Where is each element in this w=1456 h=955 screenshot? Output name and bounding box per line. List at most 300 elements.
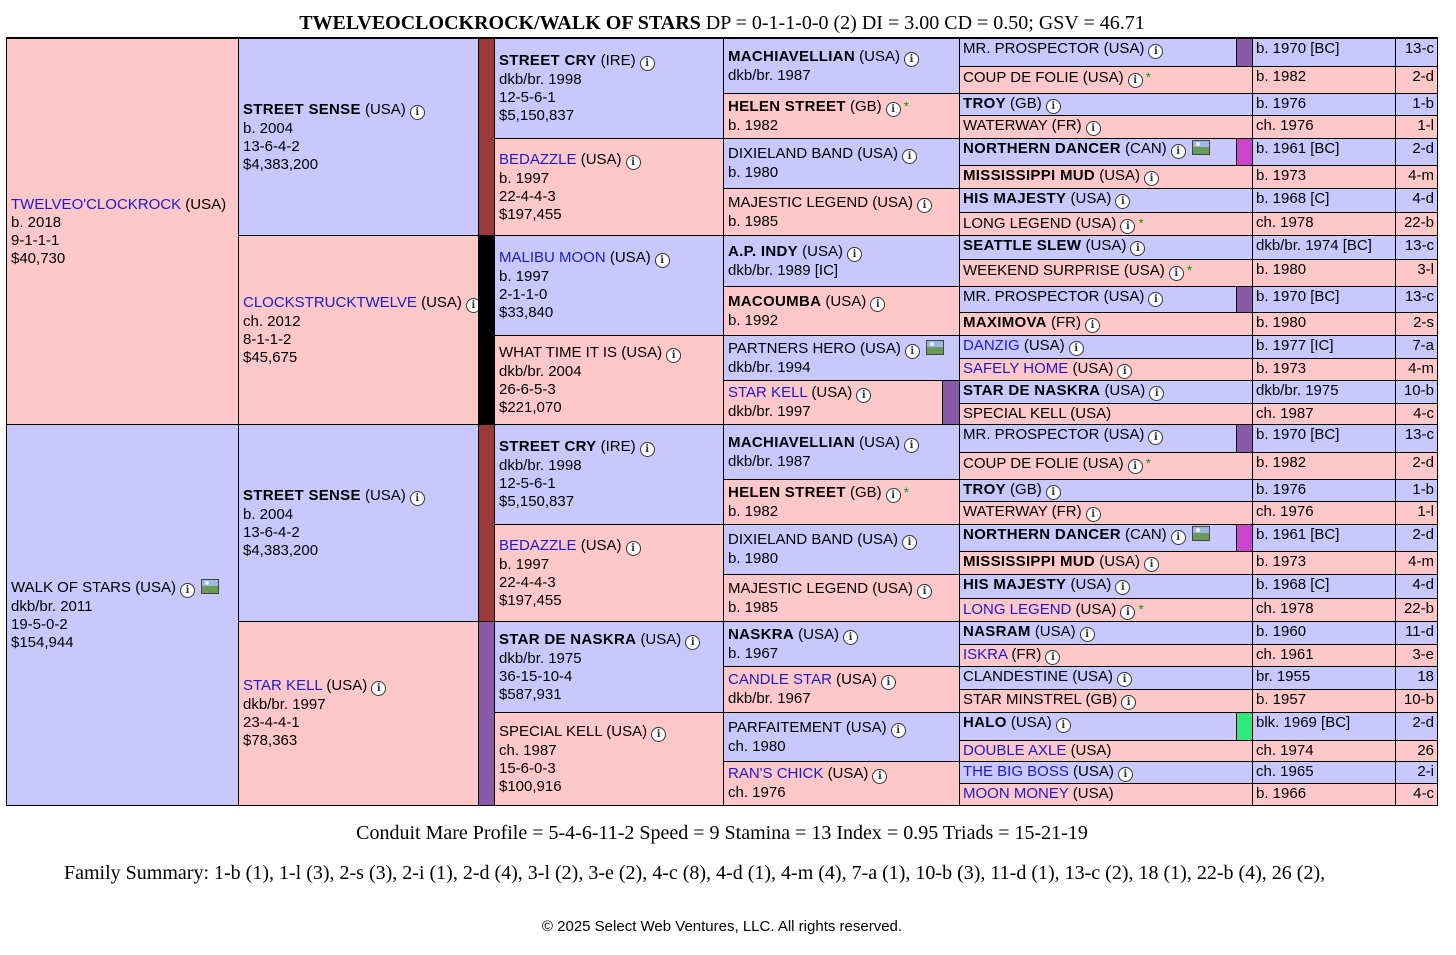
horse-name-link[interactable]: SPECIAL KELL: [963, 405, 1067, 422]
horse-name-link[interactable]: WALK OF STARS: [11, 578, 132, 596]
family-number: 26: [1395, 740, 1438, 762]
horse-name-line: [963, 213, 1252, 234]
country-code: (USA): [621, 343, 663, 361]
g5-cell: [959, 38, 1253, 67]
horse-name-link[interactable]: STREET CRY: [499, 438, 597, 455]
horse-name-line: [963, 404, 1252, 424]
info-icon[interactable]: i: [856, 388, 871, 403]
horse-line2: dkb/br. 1998: [499, 71, 582, 88]
info-icon[interactable]: i: [905, 344, 920, 359]
horse-name-line: [728, 580, 959, 599]
horse-name-link[interactable]: MR. PROSPECTOR: [963, 426, 1100, 443]
info-icon[interactable]: i: [1117, 672, 1132, 687]
g3-cell: [494, 424, 724, 525]
horse-name-link[interactable]: DOUBLE AXLE: [963, 742, 1067, 759]
horse-name-link[interactable]: MALIBU MOON: [499, 249, 606, 266]
horse-name-link[interactable]: BEDAZZLE: [499, 150, 577, 168]
star-icon: *: [1145, 455, 1152, 471]
info-icon[interactable]: i: [1085, 318, 1100, 333]
dosage-bar: [1236, 424, 1253, 453]
horse-name-link[interactable]: STREET CRY: [499, 52, 597, 69]
country-code: (FR): [1051, 117, 1082, 134]
horse-name-link[interactable]: NASRAM: [963, 623, 1031, 640]
horse-name-link[interactable]: STAR MINSTREL: [963, 691, 1082, 708]
foaling-year: b. 1977 [IC]: [1252, 335, 1396, 359]
country-code: (USA): [1075, 601, 1117, 618]
dosage-bar: [478, 38, 495, 236]
g5-cell: [959, 621, 1253, 645]
info-icon[interactable]: i: [651, 727, 666, 742]
horse-name-link[interactable]: HELEN STREET: [728, 484, 846, 501]
info-icon[interactable]: i: [1086, 507, 1101, 522]
info-icon[interactable]: i: [1149, 386, 1164, 401]
horse-name-link[interactable]: NASKRA: [728, 625, 794, 643]
info-icon[interactable]: i: [410, 105, 425, 120]
g3-cell: [494, 335, 724, 425]
horse-line3: 22-4-4-3: [499, 187, 556, 205]
dosage-bar: [478, 424, 495, 622]
info-icon[interactable]: i: [1120, 605, 1135, 620]
g4-cell: [723, 188, 960, 236]
horse-line4: $154,944: [11, 633, 74, 651]
horse-line2: dkb/br. 1987: [728, 66, 811, 84]
foaling-year: ch. 1976: [1252, 501, 1396, 525]
horse-name-line: [963, 667, 1252, 687]
horse-name-link[interactable]: WATERWAY: [963, 117, 1048, 134]
horse-line2: b. 1980: [728, 550, 779, 567]
info-icon[interactable]: i: [1118, 767, 1133, 782]
horse-name-link[interactable]: TROY: [963, 481, 1006, 498]
foaling-year: b. 1960: [1252, 621, 1396, 645]
horse-name-link[interactable]: SAFELY HOME: [963, 360, 1069, 377]
photo-icon[interactable]: [201, 579, 219, 594]
info-icon[interactable]: i: [1046, 485, 1061, 500]
info-icon[interactable]: i: [904, 52, 919, 67]
foaling-year: b. 1976: [1252, 479, 1396, 502]
horse-name-link[interactable]: MISSISSIPPI MUD: [963, 167, 1096, 184]
horse-line2: ch. 1987: [499, 741, 557, 759]
g4-cell: [723, 380, 960, 425]
horse-name-line: [963, 359, 1252, 379]
foaling-year: ch. 1978: [1252, 212, 1396, 236]
horse-line2: b. 1997: [499, 169, 550, 187]
pedigree-title: TWELVEOCLOCKROCK/WALK OF STARS: [299, 12, 701, 34]
g3-cell: [494, 712, 724, 806]
horse-line2: dkb/br. 2011: [11, 597, 93, 615]
horse-line3: 23-4-4-1: [243, 714, 300, 731]
info-icon[interactable]: i: [1086, 121, 1101, 136]
country-code: (USA): [1075, 215, 1117, 232]
horse-name-line: [963, 741, 1252, 761]
country-code: (USA): [825, 292, 867, 310]
info-icon[interactable]: i: [1046, 99, 1061, 114]
dosage-bar: [1236, 38, 1253, 67]
info-icon[interactable]: i: [917, 584, 932, 599]
info-icon[interactable]: i: [881, 675, 896, 690]
info-icon[interactable]: i: [1148, 430, 1163, 445]
info-icon[interactable]: i: [872, 769, 887, 784]
g4-cell: [723, 424, 960, 480]
horse-name-link[interactable]: MACHIAVELLIAN: [728, 433, 855, 451]
foaling-year: ch. 1965: [1252, 761, 1396, 784]
horse-name-link[interactable]: NORTHERN DANCER: [963, 140, 1121, 157]
horse-line3: 8-1-1-2: [243, 330, 292, 348]
country-code: (USA): [1104, 382, 1146, 399]
info-icon[interactable]: i: [1148, 44, 1163, 59]
horse-name-link[interactable]: STAR DE NASKRA: [499, 630, 637, 648]
g5-cell: [959, 188, 1253, 213]
dosage-bar: [1236, 524, 1253, 552]
horse-name-link[interactable]: CLANDESTINE: [963, 668, 1069, 685]
horse-name-line: [243, 677, 478, 696]
family-number: 10-b: [1395, 380, 1438, 404]
copyright: © 2025 Select Web Ventures, LLC. All rights reserved.: [541, 918, 903, 935]
horse-line2: b. 2004: [243, 119, 294, 137]
horse-name-link[interactable]: SEATTLE SLEW: [963, 237, 1082, 254]
horse-line4: $40,730: [11, 249, 66, 267]
horse-name-link[interactable]: TROY: [963, 95, 1006, 112]
horse-line2: b. 1980: [728, 164, 779, 181]
info-icon[interactable]: i: [1148, 292, 1163, 307]
foaling-year: dkb/br. 1975: [1252, 380, 1396, 404]
horse-line4: $197,455: [499, 205, 562, 223]
country-code: (USA): [640, 630, 682, 648]
family-number: 13-c: [1395, 424, 1438, 453]
country-code: (GB): [849, 484, 882, 501]
horse-line4: $33,840: [499, 304, 554, 321]
horse-name-link[interactable]: STREET SENSE: [243, 486, 361, 504]
g5-cell: [959, 259, 1253, 287]
horse-line4: $100,916: [499, 777, 562, 795]
horse-name-line: [963, 336, 1252, 356]
family-number: 11-d: [1395, 621, 1438, 645]
g5-cell: [959, 212, 1253, 236]
info-icon[interactable]: i: [1128, 73, 1143, 88]
info-icon[interactable]: i: [1169, 266, 1184, 281]
info-icon[interactable]: i: [666, 348, 681, 363]
foaling-year: b. 1961 [BC]: [1252, 138, 1396, 166]
foaling-year: ch. 1978: [1252, 598, 1396, 622]
family-number: 4-m: [1395, 551, 1438, 575]
horse-name-line: [963, 381, 1252, 401]
info-icon[interactable]: i: [640, 442, 655, 457]
horse-name-link[interactable]: MISSISSIPPI MUD: [963, 553, 1096, 570]
horse-name-line: [728, 97, 959, 117]
g5-cell: [959, 783, 1253, 806]
info-icon[interactable]: i: [1144, 171, 1159, 186]
horse-line2: dkb/br. 1975: [499, 649, 582, 667]
horse-line2: dkb/br. 1998: [499, 457, 582, 474]
horse-name-link[interactable]: TWELVEO'CLOCKROCK: [11, 195, 182, 213]
foaling-year: b. 1973: [1252, 165, 1396, 189]
horse-line2: b. 1985: [728, 212, 779, 230]
g4-cell: [723, 235, 960, 287]
horse-name-line: [499, 631, 723, 650]
info-icon[interactable]: i: [640, 56, 655, 71]
family-number: 4-m: [1395, 165, 1438, 189]
family-number: 7-a: [1395, 335, 1438, 359]
horse-line4: $4,383,200: [243, 541, 319, 559]
g5-cell: [959, 286, 1253, 313]
photo-icon[interactable]: [1192, 526, 1210, 541]
info-icon[interactable]: i: [180, 583, 195, 598]
conduit-mare-profile: Conduit Mare Profile = 5-4-6-11-2 Speed = 9 Stamina = 13 Index = 0.95 Triads = 15-21-19: [356, 822, 1088, 844]
country-code: (FR): [1011, 646, 1042, 663]
country-code: (IRE): [600, 438, 636, 455]
foaling-year: b. 1976: [1252, 93, 1396, 116]
info-icon[interactable]: i: [1117, 364, 1132, 379]
horse-name-link[interactable]: THE BIG BOSS: [963, 763, 1069, 780]
family-number: 2-d: [1395, 66, 1438, 94]
horse-line2: b. 1985: [728, 598, 779, 616]
foaling-year: ch. 1987: [1252, 403, 1396, 425]
horse-name-link[interactable]: HIS MAJESTY: [963, 190, 1067, 207]
foaling-year: ch. 1974: [1252, 740, 1396, 762]
country-code: (USA): [364, 486, 406, 504]
info-icon[interactable]: i: [917, 198, 932, 213]
family-number: 2-d: [1395, 138, 1438, 166]
country-code: (USA): [1082, 455, 1124, 472]
g5-cell: [959, 380, 1253, 404]
info-icon[interactable]: i: [1115, 194, 1130, 209]
horse-name-link[interactable]: LONG LEGEND: [963, 601, 1072, 618]
g5-cell: [959, 551, 1253, 575]
horse-name-line: [963, 116, 1252, 136]
info-icon[interactable]: i: [1069, 341, 1084, 356]
g5-cell: [959, 403, 1253, 425]
horse-name-link[interactable]: MAJESTIC LEGEND: [728, 579, 869, 597]
horse-name-link[interactable]: MR. PROSPECTOR: [963, 288, 1100, 305]
info-icon[interactable]: i: [1171, 144, 1186, 159]
country-code: (CAN): [1125, 526, 1167, 543]
info-icon[interactable]: i: [902, 535, 917, 550]
horse-line3: 12-5-6-1: [499, 475, 556, 492]
country-code: (USA): [1099, 553, 1141, 570]
country-code: (USA): [1072, 360, 1114, 377]
info-icon[interactable]: i: [1128, 459, 1143, 474]
family-number: 1-b: [1395, 479, 1438, 502]
info-icon[interactable]: i: [371, 681, 386, 696]
horse-line2: b. 1982: [728, 503, 779, 520]
horse-name-line: [963, 480, 1252, 500]
horse-name-line: [963, 236, 1252, 256]
horse-name-link[interactable]: STAR KELL: [243, 677, 323, 694]
horse-name-line: [728, 384, 959, 403]
country-code: (USA): [811, 384, 853, 401]
horse-name-link[interactable]: A.P. INDY: [728, 242, 798, 260]
horse-name-link[interactable]: WHAT TIME IT IS: [499, 343, 618, 361]
country-code: (FR): [1050, 314, 1081, 331]
info-icon[interactable]: i: [1115, 580, 1130, 595]
photo-icon[interactable]: [926, 340, 944, 355]
info-icon[interactable]: i: [410, 491, 425, 506]
g2-cell: [238, 621, 479, 806]
horse-name-link[interactable]: HALO: [963, 714, 1007, 731]
horse-name-link[interactable]: DIXIELAND BAND: [728, 145, 854, 162]
g4-cell: [723, 38, 960, 94]
g5-cell: [959, 501, 1253, 525]
horse-name-line: [728, 483, 959, 503]
horse-name-link[interactable]: MACHIAVELLIAN: [728, 47, 855, 65]
horse-name-link[interactable]: WEEKEND SURPRISE: [963, 262, 1120, 279]
horse-name-link[interactable]: STAR DE NASKRA: [963, 382, 1101, 399]
horse-line2: b. 2018: [11, 213, 62, 231]
horse-name-line: [963, 313, 1252, 333]
horse-line2: dkb/br. 1997: [728, 403, 811, 420]
horse-name-link[interactable]: BEDAZZLE: [499, 536, 577, 554]
horse-name-link[interactable]: STREET SENSE: [243, 100, 361, 118]
info-icon[interactable]: i: [1130, 241, 1145, 256]
horse-line2: ch. 1976: [728, 784, 786, 801]
g4-cell: [723, 574, 960, 622]
family-number: 2-i: [1395, 761, 1438, 784]
family-number: 4-c: [1395, 783, 1438, 806]
foaling-year: ch. 1976: [1252, 115, 1396, 139]
country-code: (USA): [1082, 69, 1124, 86]
country-code: (USA): [1099, 167, 1141, 184]
info-icon[interactable]: i: [904, 438, 919, 453]
horse-name-link[interactable]: MOON MONEY: [963, 785, 1069, 802]
country-code: (USA): [606, 722, 648, 740]
country-code: (USA): [185, 195, 227, 213]
horse-name-link[interactable]: DANZIG: [963, 337, 1020, 354]
horse-name-link[interactable]: RAN'S CHICK: [728, 765, 824, 782]
horse-name-line: [728, 48, 959, 67]
horse-name-line: [963, 453, 1252, 474]
info-icon[interactable]: i: [870, 297, 885, 312]
info-icon[interactable]: i: [1121, 695, 1136, 710]
horse-line3: 9-1-1-1: [11, 231, 60, 249]
info-icon[interactable]: i: [1120, 219, 1135, 234]
info-icon[interactable]: i: [1045, 650, 1060, 665]
g5-cell: [959, 138, 1253, 166]
horse-line3: 36-15-10-4: [499, 667, 573, 685]
horse-name-link[interactable]: HELEN STREET: [728, 98, 846, 115]
horse-name-link[interactable]: NORTHERN DANCER: [963, 526, 1121, 543]
horse-name-link[interactable]: STAR KELL: [728, 384, 808, 401]
horse-name-line: [963, 139, 1252, 159]
info-icon[interactable]: i: [886, 102, 901, 117]
horse-line2: b. 2004: [243, 505, 294, 523]
horse-name-link[interactable]: ISKRA: [963, 646, 1008, 663]
info-icon[interactable]: i: [886, 488, 901, 503]
info-icon[interactable]: i: [1171, 530, 1186, 545]
horse-name-link[interactable]: COUP DE FOLIE: [963, 69, 1079, 86]
family-number: 1-l: [1395, 115, 1438, 139]
horse-line2: dkb/br. 1987: [728, 452, 811, 470]
horse-name-link[interactable]: CLOCKSTRUCKTWELVE: [243, 293, 417, 311]
info-icon[interactable]: i: [847, 247, 862, 262]
info-icon[interactable]: i: [1144, 557, 1159, 572]
star-icon: *: [1138, 601, 1144, 617]
info-icon[interactable]: i: [626, 155, 641, 170]
horse-name-link[interactable]: MACOUMBA: [728, 292, 822, 310]
horse-line3: 15-6-0-3: [499, 759, 556, 777]
horse-name-line: [963, 575, 1252, 595]
family-number: 4-c: [1395, 403, 1438, 425]
horse-name-line: [963, 166, 1252, 186]
horse-name-line: [499, 344, 723, 363]
g5-cell: [959, 740, 1253, 762]
info-icon[interactable]: i: [655, 253, 670, 268]
country-code: (USA): [872, 193, 914, 211]
country-code: (USA): [872, 579, 914, 597]
horse-name-line: [963, 67, 1252, 88]
country-code: (USA): [609, 249, 651, 266]
g5-cell: [959, 358, 1253, 381]
country-code: (USA): [1070, 742, 1112, 759]
horse-name-line: [963, 189, 1252, 209]
horse-line2: b. 1992: [728, 311, 779, 329]
country-code: (USA): [859, 47, 900, 65]
foaling-year: b. 1961 [BC]: [1252, 524, 1396, 552]
horse-name-link[interactable]: LONG LEGEND: [963, 215, 1072, 232]
horse-line3: 19-5-0-2: [11, 615, 68, 633]
horse-name-link[interactable]: DIXIELAND BAND: [728, 531, 854, 548]
horse-name-link[interactable]: HIS MAJESTY: [963, 576, 1067, 593]
horse-name-line: [963, 260, 1252, 281]
star-icon: *: [1138, 215, 1144, 231]
country-code: (USA): [580, 536, 622, 554]
horse-name-link[interactable]: MR. PROSPECTOR: [963, 40, 1100, 57]
horse-name-link[interactable]: WATERWAY: [963, 503, 1048, 520]
horse-name-line: [728, 145, 959, 164]
family-number: 4-d: [1395, 188, 1438, 213]
info-icon[interactable]: i: [902, 149, 917, 164]
horse-name-link[interactable]: MAXIMOVA: [963, 314, 1047, 331]
info-icon[interactable]: i: [466, 298, 479, 313]
horse-name-link[interactable]: PARTNERS HERO: [728, 339, 856, 357]
info-icon[interactable]: i: [685, 635, 700, 650]
g4-cell: [723, 524, 960, 575]
horse-name-line: [963, 425, 1252, 445]
horse-name-line: [11, 196, 238, 214]
horse-name-link[interactable]: SPECIAL KELL: [499, 722, 603, 740]
horse-name-line: [728, 626, 959, 645]
photo-icon[interactable]: [1192, 140, 1210, 155]
info-icon[interactable]: i: [626, 541, 641, 556]
g4-cell: [723, 335, 960, 381]
country-code: (USA): [326, 677, 368, 694]
country-code: (USA): [1072, 785, 1114, 802]
country-code: (USA): [1070, 190, 1112, 207]
info-icon[interactable]: i: [1080, 627, 1095, 642]
g3-cell: [494, 524, 724, 622]
horse-name-line: [728, 340, 959, 359]
info-icon[interactable]: i: [891, 723, 906, 738]
g2-cell: [238, 424, 479, 622]
horse-name-line: [499, 151, 723, 170]
country-code: (USA): [802, 242, 843, 260]
horse-name-link[interactable]: COUP DE FOLIE: [963, 455, 1079, 472]
info-icon[interactable]: i: [1056, 718, 1071, 733]
horse-line2: b. 1967: [728, 644, 779, 662]
horse-name-link[interactable]: CANDLE STAR: [728, 671, 832, 688]
foaling-year: b. 1968 [C]: [1252, 188, 1396, 213]
horse-name-link[interactable]: PARFAITEMENT: [728, 718, 842, 736]
g5-cell: [959, 235, 1253, 260]
horse-name-line: [963, 713, 1252, 733]
horse-line4: $221,070: [499, 398, 562, 416]
g3-cell: [494, 38, 724, 139]
country-code: (USA): [1023, 337, 1065, 354]
horse-name-line: [728, 719, 959, 738]
horse-name-link[interactable]: MAJESTIC LEGEND: [728, 193, 869, 211]
info-icon[interactable]: i: [843, 630, 858, 645]
country-code: (IRE): [600, 52, 636, 69]
horse-name-line: [963, 762, 1252, 782]
horse-name-line: [963, 287, 1252, 307]
